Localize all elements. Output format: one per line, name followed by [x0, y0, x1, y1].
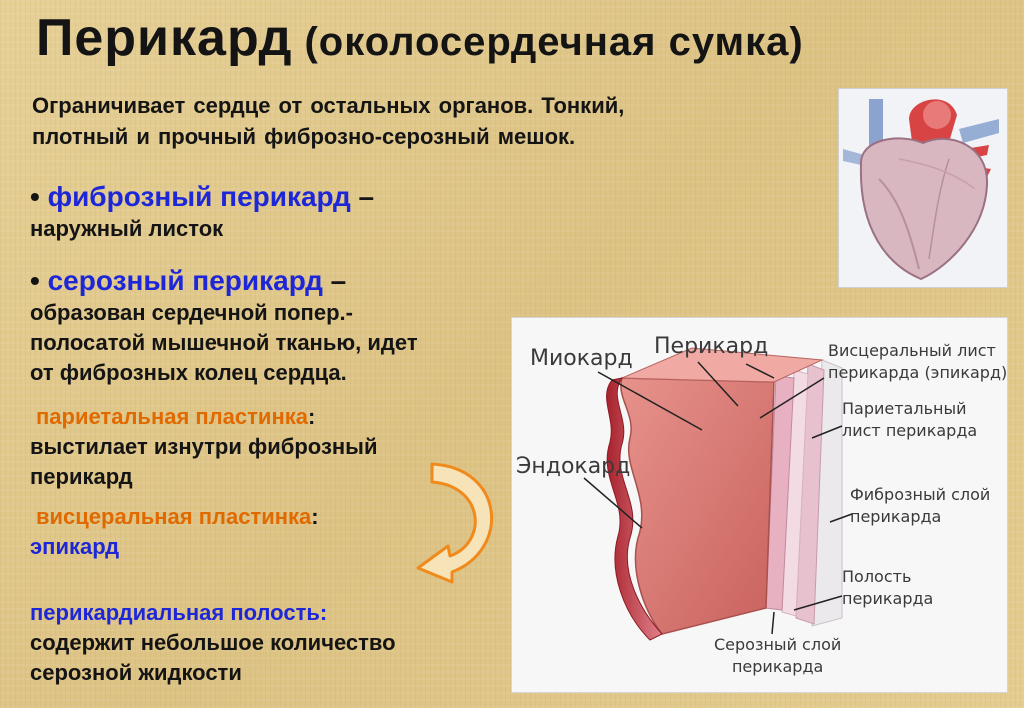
- bullet: •: [30, 181, 40, 212]
- label-fibrous: [850, 484, 990, 528]
- intro-line: плотный и прочный фиброзно-серозный мешок.: [32, 124, 576, 149]
- label-parietal-line: Париетальный: [842, 399, 967, 418]
- parietal-desc-line: перикард: [30, 464, 133, 489]
- page-title: [36, 8, 804, 68]
- intro-line: Ограничивает сердце от остальных органов. Тонкий,: [32, 93, 625, 118]
- label-cavity: [842, 566, 933, 610]
- dash: –: [330, 265, 347, 296]
- label-fibrous-line: Фиброзный слой: [850, 485, 991, 504]
- serous-desc-line: образован сердечной попер.-: [30, 300, 353, 325]
- parietal-term: париетальная пластинка: [36, 404, 308, 429]
- intro-text: [32, 90, 802, 152]
- label-fibrous-line: перикарда: [850, 507, 942, 526]
- bullet: •: [30, 265, 40, 296]
- curved-arrow-icon: [410, 450, 510, 600]
- parietal-item: [30, 402, 377, 492]
- label-visceral-line: перикарда (эпикард): [828, 363, 1008, 382]
- title-main: Перикард: [36, 9, 293, 67]
- label-endocard: Эндокард: [516, 454, 631, 479]
- cavity-desc-line: содержит небольшое количество: [30, 630, 396, 655]
- serous-term: серозный перикард: [47, 265, 323, 296]
- colon: :: [311, 504, 319, 529]
- dash: –: [358, 181, 375, 212]
- parietal-desc-line: выстилает изнутри фиброзный: [30, 434, 378, 459]
- cavity-item: [30, 598, 396, 688]
- label-visceral-line: Висцеральный лист: [828, 341, 996, 360]
- label-parietal-line: лист перикарда: [842, 421, 978, 440]
- cavity-term: перикардиальная полость:: [30, 600, 328, 625]
- label-serous-line: Серозный слой: [714, 635, 842, 654]
- serous-item: [30, 264, 418, 388]
- visceral-desc: эпикард: [30, 534, 120, 559]
- heart-photo: [838, 88, 1008, 288]
- pericardium-layers-diagram: [511, 317, 1008, 693]
- label-cavity-line: Полость: [842, 567, 912, 586]
- fibrous-desc: наружный листок: [30, 216, 224, 241]
- label-serous-line: перикарда: [731, 657, 824, 676]
- cavity-desc-line: серозной жидкости: [30, 660, 242, 685]
- label-pericard: Перикард: [654, 334, 769, 359]
- serous-desc-line: полосатой мышечной тканью, идет: [30, 330, 418, 355]
- heart-illustration: [839, 89, 1007, 287]
- serous-desc-line: от фиброзных колец сердца.: [30, 360, 347, 385]
- label-myocard: Миокард: [530, 346, 633, 371]
- label-visceral: [828, 340, 1007, 384]
- visceral-term: висцеральная пластинка: [36, 504, 312, 529]
- fibrous-term: фиброзный перикард: [47, 181, 351, 212]
- colon: :: [307, 404, 316, 429]
- label-parietal: [842, 398, 977, 442]
- fibrous-item: [30, 180, 374, 244]
- visceral-item: [30, 502, 319, 562]
- label-serous: [714, 634, 841, 678]
- title-subtitle: (околосердечная сумка): [304, 20, 804, 64]
- label-cavity-line: перикарда: [842, 589, 934, 608]
